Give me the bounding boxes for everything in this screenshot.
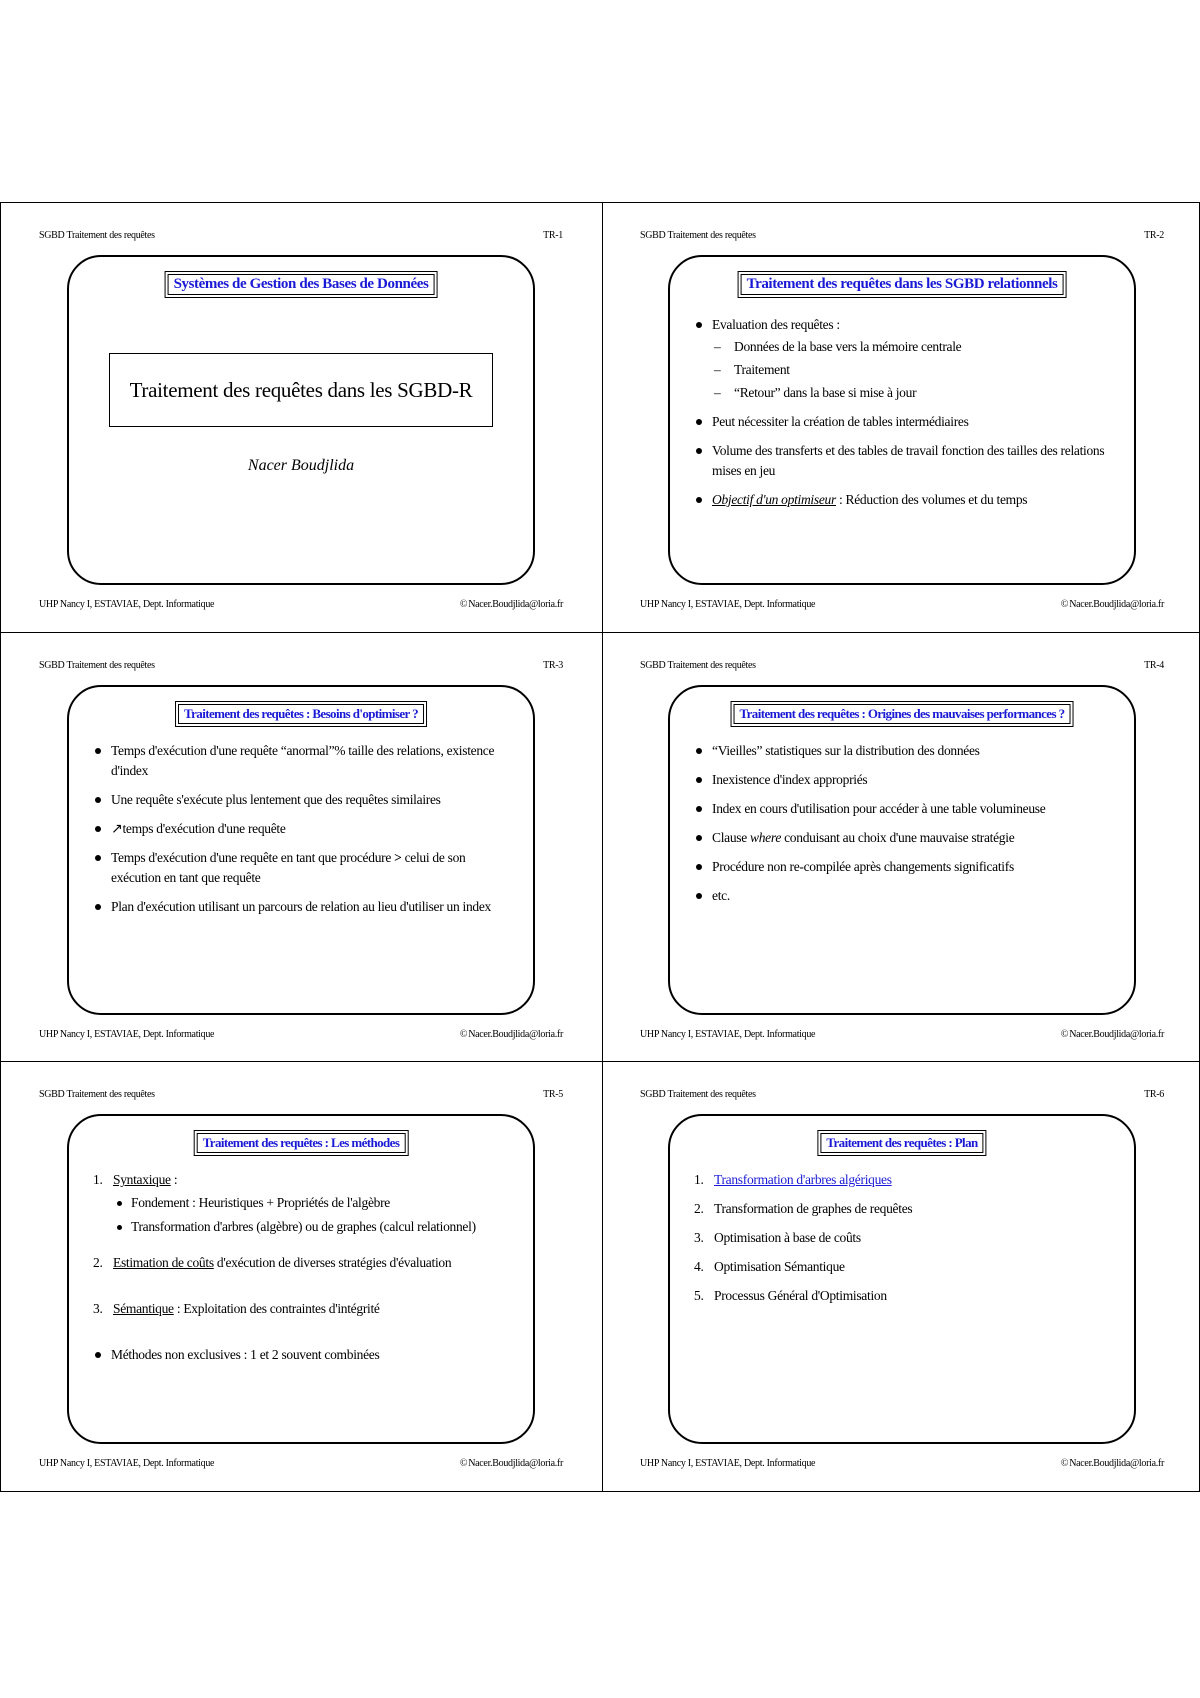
slide-frame [67,255,535,585]
slide-footer-email [1061,599,1164,610]
plan-item-2: 2. Transformation de graphes de requêtes [694,1201,913,1216]
slide-tr-3 [1,633,601,1062]
slide-title-box [175,701,427,727]
list-item: Temps d'exécution d'une requête en tant que procédure > celui de son exécution en tant que requête [93,848,513,888]
sub-item: – “Retour” dans la base si mise à jour [712,383,1114,403]
arrow-up-right-icon: ↗ [111,821,123,837]
slide-header: SGBD Traitement des requêtes [39,1089,155,1100]
list-item: Volume des transferts et des tables de travail fonction des tailles des relations mises en jeu [694,441,1114,481]
sub-item: – Traitement [712,360,1114,380]
slide-header: SGBD Traitement des requêtes [640,660,756,671]
main-title: Traitement des requêtes dans les SGBD-R [129,377,473,402]
slide-frame [668,685,1136,1015]
copyright-icon: © [459,1458,468,1469]
plan-item-1[interactable]: 1. Transformation d'arbres algériques [694,1172,892,1187]
slide-title-box [738,271,1067,298]
slide-header: SGBD Traitement des requêtes [39,230,155,241]
email-text: Nacer.Boudjlida@loria.fr [468,1029,563,1040]
author-name: Nacer Boudjlida [247,457,355,474]
list-item: Evaluation des requêtes : – Données de la base vers la mémoire centrale – Traitement – “Retour” dans la base si mise à jour [694,315,1114,403]
slide-footer-email [1061,1029,1164,1040]
slide-title: Systèmes de Gestion des Bases de Données [168,274,435,295]
slide-footer: UHP Nancy I, ESTAVIAE, Dept. Informatique [39,1029,215,1040]
slide-footer-email [1061,1458,1164,1469]
slide-footer-email [460,1458,563,1469]
slide-frame [67,1114,535,1444]
plan-item-5: 5. Processus Général d'Optimisation [694,1288,887,1303]
email-text: Nacer.Boudjlida@loria.fr [468,1458,563,1469]
plan-link[interactable]: Transformation d'arbres algériques [714,1172,892,1187]
slide-tr-2 [602,203,1200,632]
slide-tr-5 [1,1062,601,1491]
page-number: TR-1 [543,230,563,241]
slide-footer: UHP Nancy I, ESTAVIAE, Dept. Informatique [640,1458,816,1469]
slide-content [694,315,1114,519]
email-text: Nacer.Boudjlida@loria.fr [1069,599,1164,610]
sub-item: Transformation d'arbres (algèbre) ou de graphes (calcul relationnel) [113,1217,513,1237]
slide-footer-email [460,1029,563,1040]
slide-tr-4 [602,633,1200,1062]
list-item: Index en cours d'utilisation pour accéder à une table volumineuse [694,799,1114,819]
page-number: TR-2 [1144,230,1164,241]
slide-footer: UHP Nancy I, ESTAVIAE, Dept. Informatique [39,1458,215,1469]
page-number: TR-5 [543,1089,563,1100]
list-item: Objectif d'un optimiseur : Réduction des volumes et du temps [694,490,1114,510]
slide-title-box [731,701,1074,727]
list-item: 2. Estimation de coûts d'exécution de diverses stratégies d'évaluation [93,1255,452,1270]
slide-header: SGBD Traitement des requêtes [39,660,155,671]
slide-content [93,741,513,926]
slide-content [694,1170,1114,1315]
slide-title: Traitement des requêtes : Origines des mauvaises performances ? [734,704,1071,724]
slide-sheet [0,202,1200,1492]
copyright-icon: © [459,1029,468,1040]
list-item: etc. [694,886,1114,906]
slide-footer-email [460,599,563,610]
slide-title-box [194,1130,409,1156]
page-number: TR-6 [1144,1089,1164,1100]
slide-content [694,741,1114,915]
list-item: “Vieilles” statistiques sur la distribution des données [694,741,1114,761]
email-text: Nacer.Boudjlida@loria.fr [1069,1458,1164,1469]
slide-title-box [165,271,438,298]
slide-footer: UHP Nancy I, ESTAVIAE, Dept. Informatique [640,599,816,610]
slide-title-box [817,1130,986,1156]
slide-tr-1 [1,203,601,632]
slide-title: Traitement des requêtes : Besoins d'optimiser ? [178,704,424,724]
greater-than-icon: > [394,850,402,865]
slide-footer: UHP Nancy I, ESTAVIAE, Dept. Informatique [39,599,215,610]
slide-content [93,1170,513,1374]
slide-header: SGBD Traitement des requêtes [640,230,756,241]
slide-title: Traitement des requêtes : Les méthodes [197,1133,406,1153]
slide-frame [67,685,535,1015]
slide-title: Traitement des requêtes dans les SGBD relationnels [741,274,1064,295]
copyright-icon: © [1060,1458,1069,1469]
slide-frame [668,1114,1136,1444]
list-item: Temps d'exécution d'une requête “anormal”% taille des relations, existence d'index [93,741,513,781]
page-number: TR-4 [1144,660,1164,671]
sub-item: – Données de la base vers la mémoire centrale [712,337,1114,357]
slide-tr-6 [602,1062,1200,1491]
list-item: ↗temps d'exécution d'une requête [93,819,513,839]
plan-item-4: 4. Optimisation Sémantique [694,1259,845,1274]
copyright-icon: © [459,599,468,610]
list-item: Une requête s'exécute plus lentement que des requêtes similaires [93,790,513,810]
copyright-icon: © [1060,599,1069,610]
email-text: Nacer.Boudjlida@loria.fr [1069,1029,1164,1040]
slide-frame [668,255,1136,585]
list-item: Clause where conduisant au choix d'une mauvaise stratégie [694,828,1114,848]
list-item: Peut nécessiter la création de tables intermédiaires [694,412,1114,432]
list-item: 1. Syntaxique : Fondement : Heuristiques + Propriétés de l'algèbre Transformation d'arbres (algèbre) ou de graphes (calcul relationnel) [93,1170,513,1237]
plan-item-3: 3. Optimisation à base de coûts [694,1230,861,1245]
list-item: Méthodes non exclusives : 1 et 2 souvent combinées [93,1345,513,1365]
list-item: 3. Sémantique : Exploitation des contraintes d'intégrité [93,1301,380,1316]
list-item: Procédure non re-compilée après changements significatifs [694,857,1114,877]
copyright-icon: © [1060,1029,1069,1040]
slide-header: SGBD Traitement des requêtes [640,1089,756,1100]
main-title-box [109,353,493,427]
page-number: TR-3 [543,660,563,671]
slide-title: Traitement des requêtes : Plan [820,1133,983,1153]
email-text: Nacer.Boudjlida@loria.fr [468,599,563,610]
list-item: Plan d'exécution utilisant un parcours de relation au lieu d'utiliser un index [93,897,513,917]
list-item: Inexistence d'index appropriés [694,770,1114,790]
sub-item: Fondement : Heuristiques + Propriétés de l'algèbre [113,1193,513,1213]
slide-footer: UHP Nancy I, ESTAVIAE, Dept. Informatique [640,1029,816,1040]
